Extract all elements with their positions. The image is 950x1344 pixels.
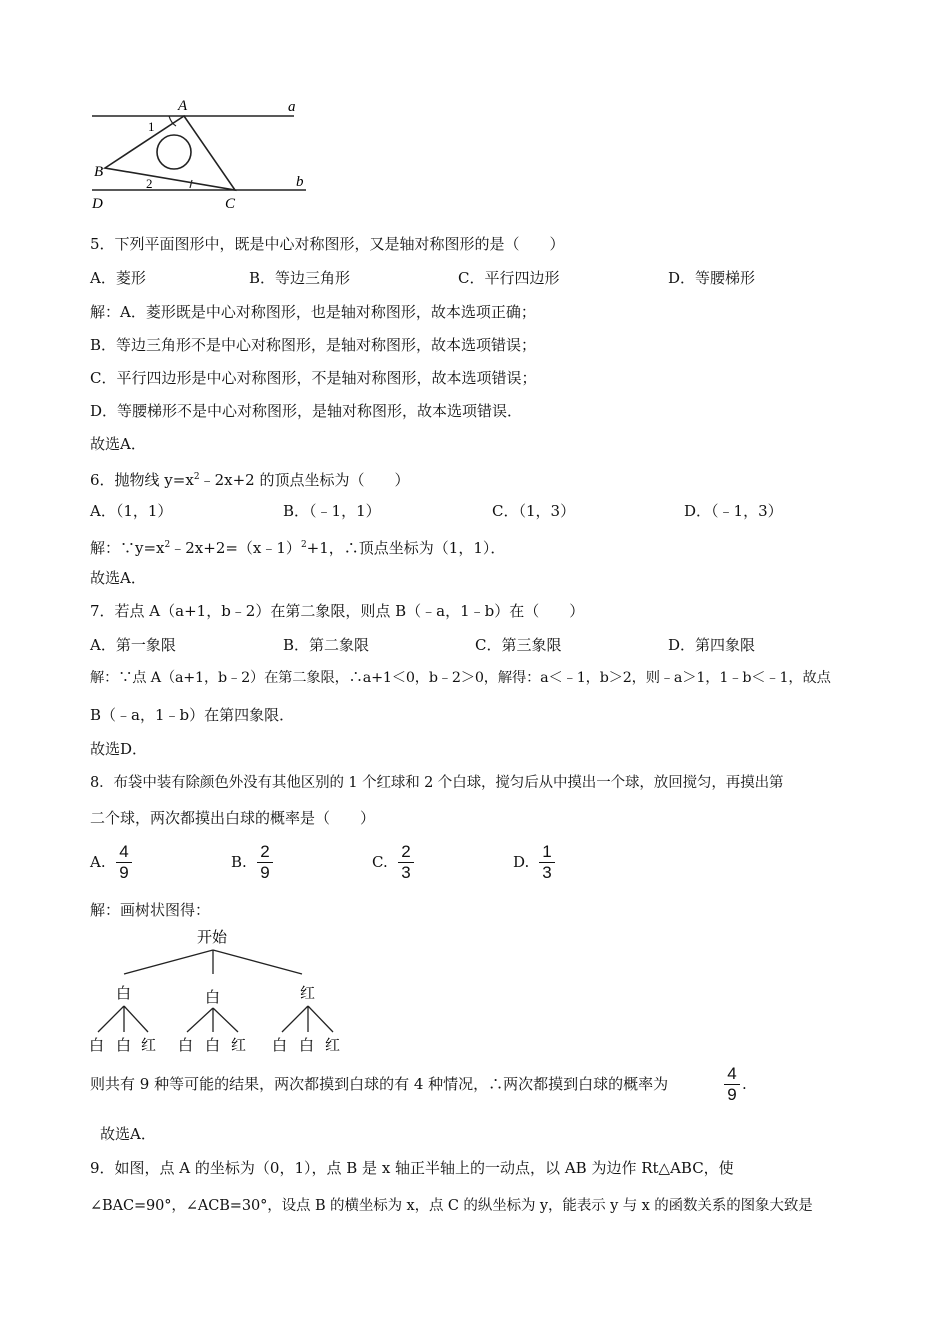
q5-stem: 5．下列平面图形中，既是中心对称图形，又是轴对称图形的是（ ） — [90, 235, 565, 253]
tree-level1-node: 白 — [116, 984, 132, 1002]
tree-leaf: 白 — [178, 1036, 194, 1054]
q6-option-c: C．（1，3） — [492, 502, 576, 520]
tree-leaf: 白 — [116, 1036, 132, 1054]
q7-option-b: B．第二象限 — [283, 636, 370, 654]
label-b: b — [296, 174, 304, 190]
q5-option-c: C．平行四边形 — [458, 269, 560, 287]
tree-leaf: 白 — [299, 1036, 315, 1054]
q8-stem-line: 二个球，两次都摸出白球的概率是（ ） — [90, 809, 376, 827]
tree-leaf: 红 — [325, 1036, 341, 1054]
triangle-abc — [105, 116, 235, 190]
q8-solution-intro: 解：画树状图得： — [90, 901, 211, 919]
q7-option-d: D．第四象限 — [668, 636, 756, 654]
q5-option-a: A．菱形 — [90, 269, 146, 287]
label-a: a — [288, 99, 296, 115]
label-A: A — [178, 98, 188, 114]
q8-option-c-fraction: 2 3 — [398, 843, 414, 882]
q8-conclusion: 则共有 9 种等可能的结果，两次都摸到白球的有 4 种情况，∴两次都摸到白球的概率为 — [90, 1075, 669, 1093]
q6-solution: 解：$\because y=x^2﹣2x+2=(x﹣1)^2+1$，∴顶点坐标为（1，1）． — [90, 539, 506, 557]
tree-leaf: 白 — [205, 1036, 221, 1054]
tree-leaf: 白 — [272, 1036, 288, 1054]
probability-tree-diagram — [80, 922, 360, 1057]
geometry-figure — [88, 96, 318, 214]
q5-solution-line: C．平行四边形是中心对称图形，不是轴对称图形，故本选项错误； — [90, 369, 537, 387]
q5-solution-line: D．等腰梯形不是中心对称图形，是轴对称图形，故本选项错误． — [90, 402, 523, 420]
tree-level1-node: 白 — [205, 988, 221, 1006]
q8-conclusion-fraction: 4 9 — [724, 1065, 740, 1104]
q8-conclusion-period: . — [742, 1075, 747, 1093]
q8-option-a-fraction: 4 9 — [116, 843, 132, 882]
q5-option-d: D．等腰梯形 — [668, 269, 756, 287]
q5-solution-line: B．等边三角形不是中心对称图形，是轴对称图形，故本选项错误； — [90, 336, 537, 354]
q6-answer: 故选A． — [90, 569, 146, 587]
q5-option-b: B．等边三角形 — [249, 269, 351, 287]
label-D: D — [92, 196, 103, 212]
tree-leaf: 白 — [89, 1036, 105, 1054]
label-B: B — [94, 164, 104, 180]
q9-stem-line: ∠BAC=90°，∠ACB=30°，设点 B 的横坐标为 x，点 C 的纵坐标为 y，能表示 y 与 x 的函数关系的图象大致是 — [90, 1198, 813, 1214]
tree-root: 开始 — [197, 928, 228, 946]
q9-stem-line: 9．如图，点 A 的坐标为（0，1），点 B 是 x 轴正半轴上的一动点，以 AB 为边作 Rt△ABC，使 — [90, 1159, 734, 1177]
q8-answer: 故选A． — [100, 1125, 156, 1143]
q7-solution-line: B（﹣a，1﹣b）在第四象限． — [90, 706, 295, 724]
q6-stem: 6．抛物线 $y=x^2﹣2x+2$ 的顶点坐标为（ ） — [90, 471, 410, 489]
q8-option-d-letter: D. — [513, 853, 530, 871]
tree-level1-node: 红 — [300, 984, 316, 1002]
q7-answer: 故选D． — [90, 740, 148, 758]
q7-stem: 7．若点 A（a+1，b﹣2）在第二象限，则点 B（﹣a，1﹣b）在（ ） — [90, 602, 585, 620]
q8-stem-line: 8．布袋中装有除颜色外没有其他区别的 1 个红球和 2 个白球，搅匀后从中摸出一个球，放回搅匀，再摸出第 — [90, 775, 784, 791]
q8-option-b-letter: B. — [231, 853, 247, 871]
label-1: 1 — [148, 119, 155, 134]
q7-option-a: A．第一象限 — [90, 636, 176, 654]
q6-option-d: D．（﹣1，3） — [684, 502, 783, 520]
q8-option-d-fraction: 1 3 — [539, 843, 555, 882]
tree-leaf: 红 — [231, 1036, 247, 1054]
label-2: 2 — [146, 176, 153, 191]
q8-option-b-fraction: 2 9 — [257, 843, 273, 882]
q5-solution-line: 解：A．菱形既是中心对称图形，也是轴对称图形，故本选项正确； — [90, 303, 536, 321]
q7-option-c: C．第三象限 — [475, 636, 562, 654]
q8-option-c-letter: C. — [372, 853, 388, 871]
tree-leaf: 红 — [141, 1036, 157, 1054]
q8-option-a-letter: A. — [90, 853, 106, 871]
label-C: C — [225, 196, 236, 212]
q7-solution-line: 解：∵点 A（a+1，b﹣2）在第二象限，∴a+1＜0，b﹣2＞0，解得：a＜﹣1，b＞2，则﹣a＞1，1﹣b＜﹣1，故点 — [90, 670, 831, 686]
inscribed-circle — [157, 135, 191, 169]
q5-answer: 故选A． — [90, 435, 146, 453]
q6-option-b: B．（﹣1，1） — [283, 502, 381, 520]
q6-option-a: A．（1，1） — [90, 502, 173, 520]
angle-c-arc — [190, 180, 192, 188]
